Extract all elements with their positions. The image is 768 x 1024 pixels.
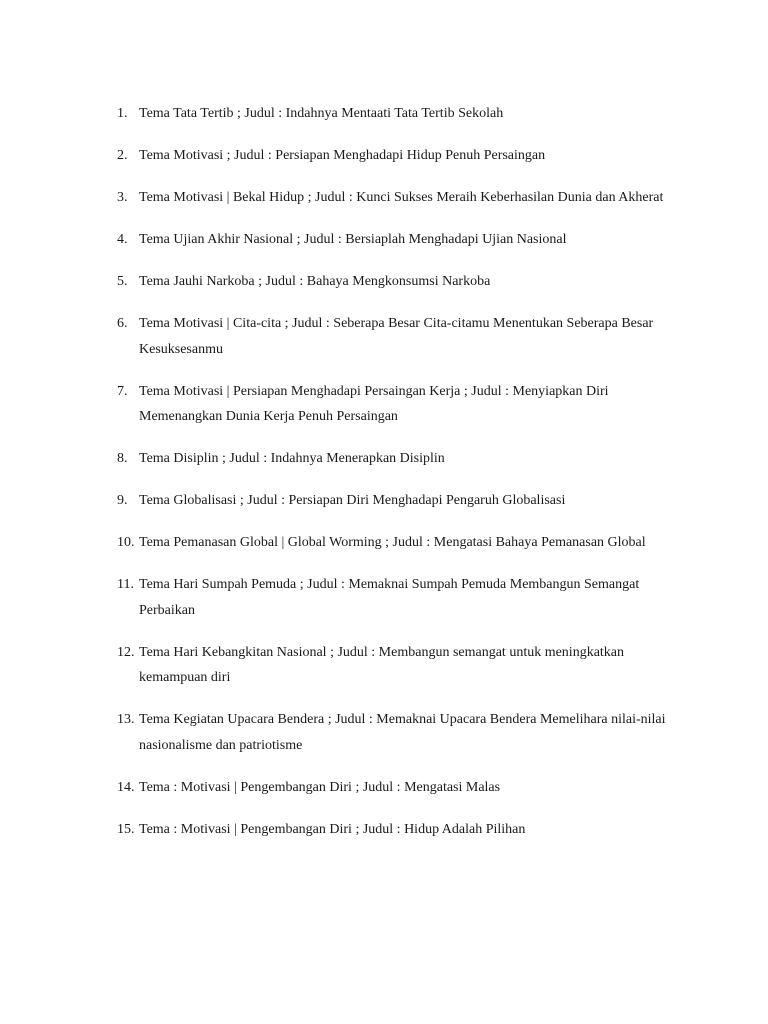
list-item bbox=[117, 311, 677, 362]
list-item bbox=[117, 379, 677, 430]
list-item bbox=[117, 640, 677, 691]
list-item bbox=[117, 101, 677, 127]
list-item bbox=[117, 488, 677, 514]
item-number: 13. bbox=[117, 712, 135, 727]
item-number: 3. bbox=[117, 190, 128, 205]
list-item bbox=[117, 572, 677, 623]
item-text: Tema Motivasi | Bekal Hidup ; Judul : Kunci Sukses Meraih Keberhasilan Dunia dan Akherat bbox=[139, 190, 664, 205]
list-item bbox=[117, 817, 677, 843]
list-item bbox=[117, 530, 677, 556]
list-item bbox=[117, 143, 677, 169]
item-text: Tema Hari Sumpah Pemuda ; Judul : Memaknai Sumpah Pemuda Membangun Semangat Perbaikan bbox=[139, 577, 640, 618]
item-text: Tema Ujian Akhir Nasional ; Judul : Bersiaplah Menghadapi Ujian Nasional bbox=[139, 232, 567, 247]
item-text: Tema Disiplin ; Judul : Indahnya Menerapkan Disiplin bbox=[139, 451, 445, 466]
list-item bbox=[117, 446, 677, 472]
item-number: 6. bbox=[117, 316, 128, 331]
item-text: Tema Tata Tertib ; Judul : Indahnya Mentaati Tata Tertib Sekolah bbox=[139, 106, 504, 121]
item-number: 15. bbox=[117, 821, 135, 837]
item-number: 2. bbox=[117, 148, 128, 163]
item-number: 7. bbox=[117, 383, 128, 399]
item-number: 11. bbox=[117, 577, 134, 592]
item-text: Tema : Motivasi | Pengembangan Diri ; Judul : Mengatasi Malas bbox=[139, 779, 501, 795]
item-number: 4. bbox=[117, 232, 128, 247]
item-number: 12. bbox=[117, 644, 135, 660]
item-number: 1. bbox=[117, 106, 128, 121]
item-number: 8. bbox=[117, 451, 128, 466]
item-text: Tema Globalisasi ; Judul : Persiapan Diri Menghadapi Pengaruh Globalisasi bbox=[139, 493, 566, 508]
item-text: Tema Hari Kebangkitan Nasional ; Judul : Membangun semangat untuk meningkatkan kemampuan diri bbox=[139, 644, 625, 685]
item-text: Tema Kegiatan Upacara Bendera ; Judul : Memaknai Upacara Bendera Memelihara nilai-nilai nasionalisme dan patriotisme bbox=[139, 712, 666, 753]
item-number: 9. bbox=[117, 493, 128, 508]
item-text: Tema : Motivasi | Pengembangan Diri ; Judul : Hidup Adalah Pilihan bbox=[139, 821, 526, 837]
item-text: Tema Motivasi | Cita-cita ; Judul : Seberapa Besar Cita-citamu Menentukan Seberapa Besar Kesuksesanmu bbox=[139, 316, 654, 357]
item-text: Tema Jauhi Narkoba ; Judul : Bahaya Mengkonsumsi Narkoba bbox=[139, 274, 491, 289]
item-text: Tema Pemanasan Global | Global Worming ; Judul : Mengatasi Bahaya Pemanasan Global bbox=[139, 535, 646, 550]
item-number: 14. bbox=[117, 779, 135, 795]
list-item bbox=[117, 775, 677, 801]
list-item bbox=[117, 185, 677, 211]
list-item bbox=[117, 269, 677, 295]
item-number: 5. bbox=[117, 274, 128, 289]
list-item bbox=[117, 707, 677, 758]
item-text: Tema Motivasi | Persiapan Menghadapi Persaingan Kerja ; Judul : Menyiapkan Diri Memenangkan Dunia Kerja Penuh Persaingan bbox=[139, 383, 609, 424]
list-item bbox=[117, 227, 677, 253]
item-number: 10. bbox=[117, 535, 135, 550]
item-text: Tema Motivasi ; Judul : Persiapan Menghadapi Hidup Penuh Persaingan bbox=[139, 148, 546, 163]
numbered-list bbox=[117, 101, 677, 859]
